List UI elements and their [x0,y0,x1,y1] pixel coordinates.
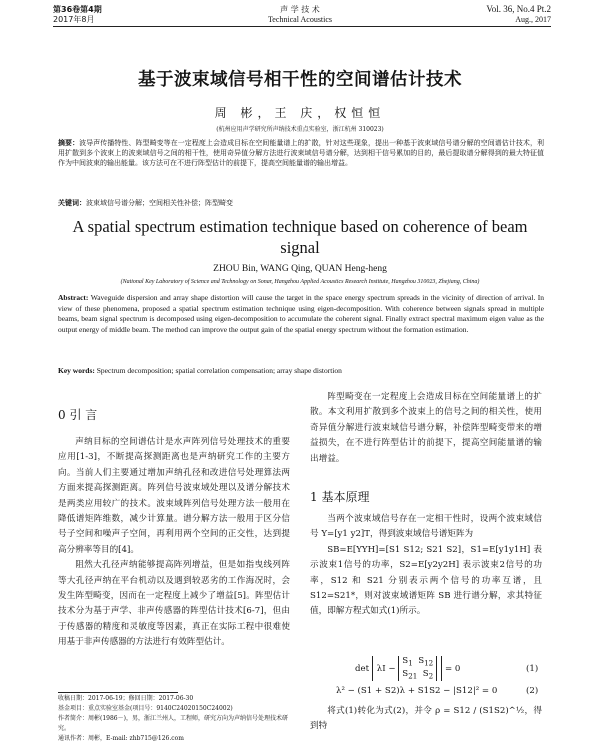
section-1-para-b: SB=E[YYH]=[S1 S12; S21 S2]，S1=E[y1y1H] 表示波束1信号的功率，S2=E[y2y2H] 表示波束2信号的功率，S12 和 S21 分别表示两个信号的功率互谱，且 S12=S21*，则对波束域谱矩阵 SB 进行谱分解，求其特征值，即解方程式如式(1)所示。 [310,544,542,617]
section-1-heading: 1 基本原理 [310,490,370,504]
affiliation-en: (National Key Laboratory of Science and Technology on Sonar, Hangzhou Applied Acoustics Research Institute, Hangzhou 310023, Zhejiang, China) [120,279,480,285]
section-0-body [58,435,290,651]
section-1-para-a: 当两个波束域信号存在一定相干性时，设两个波束域信号 Y=[y1 y2]T，得到波束域信号谱矩阵为 [310,514,542,540]
header-date-cn: 2017年8月 [53,15,95,24]
paper-title-en: A spatial spectrum estimation technique based on coherence of beam signal [72,217,528,257]
paper-title-cn: 基于波束域信号相干性的空间谱估计技术 [138,70,462,90]
footnote-author-bio: 作者简介：周彬(1986－)，男，浙江兰州人，工程师，研究方向为声纳信号处理技术研究。 [58,715,288,732]
equation-1-bracket: $\lambda I - S_1$ $S_{12}$ $S_{21}$ $S_2$ [372,656,442,681]
section-1-para-c: 将式(1)转化为式(2)，并令 ρ = S12 / (S1S2)^½，得到特 [310,706,542,732]
equation-2-number: (2) [526,686,539,696]
keywords-cn-text: 波束域信号谱分解；空间相关性补偿；阵型畸变 [86,199,233,207]
abstract-en-text: Waveguide dispersion and array shape distortion will cause the target in the space energy spectrum spreads in the vicinity of direction of arrival. In view of these phenomena, proposed a spatial spectrum estimation technique using eigen-decomposition. With coherence between signals spread in multiple beams, beam signal spectrum is decomposed using eigen-decomposition to accumulate the coherent signal. Finally extract spectral maximum eigen value as the output energy of middle beam. The method can improve the output gain of the spatial energy spectrum without the formation estimation. [58,293,544,334]
journal-name-en: Technical Acoustics [267,15,333,24]
equation-1-number: (1) [526,664,539,674]
equation-2: λ² − (S1 + S2)λ + S1S2 − |S12|² = 0 [336,686,498,696]
footnotes [58,694,294,744]
footnote-received: 收稿日期：2017-06-19；修回日期：2017-06-30 [58,695,194,702]
section-0-heading: 0 引 言 [58,408,98,422]
keywords-cn-label: 关键词： [58,198,86,207]
authors-cn: 周 彬，王 庆，权恒恒 [214,106,386,120]
keywords-en-label: Key words: [58,366,95,375]
keywords-en [58,366,544,377]
abstract-cn [58,138,544,168]
journal-name-cn: 声 学 技 术 [280,5,320,14]
abstract-cn-label: 摘要： [58,138,80,147]
abstract-en [58,293,544,335]
section-1-body [310,512,542,620]
equation-1: $\det \lambda I - S_1$ $S_{12}$ $S_{21}$ $S_2 = 0$ [355,656,461,681]
keywords-en-text: Spectrum decomposition; spatial correlation compensation; array shape distortion [96,366,342,375]
abstract-cn-text: 波导声传播特性、阵型畸变等在一定程度上会造成目标在空间能量谱上的扩散，针对这些现象，提出一种基于波束域信号谱分解的空间谱估计技术，利用扩散到多个波束上的波束域信号之间的相干性，使用奇异值分解方法进行波束域信号谱分解，达到相干信号累加的目的，最后提取谱分解得到的最大特征值作为中间波束的输出能量。该方法可在不进行阵型估计的前提下，提高空间能量谱的输出增益。 [58,139,545,167]
section-0-para-1: 声纳目标的空间谱估计是水声阵列信号处理技术的重要应用[1-3]，不断提高探测距离也是声纳研究工作的主要方向。当前人们主要通过增加声纳孔径和改进信号处理算法两方面来提高探测距离。阵列信号波束域处理以及谱分解技术是两类应用较广的技术。波束域阵列信号处理方法一般用在降低谱矩阵维数，减少计算量。谱分解方法一般用于区分信号子空间和噪声子空间，再利用两个空间的正交性，达到提高分辨率等目的[4]。 [58,437,290,555]
keywords-cn [58,198,544,208]
footnote-rule [58,692,178,693]
affiliation-cn: (杭州应用声学研究所声纳技术重点实验室，浙江杭州 310023) [216,126,384,133]
footnote-corresponding: 通讯作者：周彬，E-mail: zhb715@126.com [58,735,184,742]
intro-continued-para: 阵型畸变在一定程度上会造成目标在空间能量谱上的扩散。本文利用扩散到多个波束上的信号之间的相关性，使用奇异值分解进行波束域信号谱分解，补偿阵型畸变带来的增益损失，在不进行阵型估计的前提下，提高空间能量谱的输出增益。 [310,392,542,464]
footnote-fund: 基金项目：重点实验室基金(项目号：9140C24020150C24002) [58,705,233,712]
equation-1-matrix: $S_1$ $S_{12}$ $S_{21}$ $S_2$ [398,656,437,681]
header-issue-cn: 第36卷第4期 [53,5,102,14]
section-0-para-2: 阻然大孔径声纳能够提高阵列增益，但是如指曳线列阵等大孔径声纳在平台机动以及遇到较恶劣的工作海况时，会发生阵型畸变，因而在一定程度上减少了增益[5]。阵型估计技术分为基于声学、非声传感器的阵型估计技术[6-7]，但由于传感器的精度和灵敏度等因素，真正在实际工程中很难使用基于非声传感器的方法进行有效阵型估计。 [58,560,290,648]
section-1-body-cont [310,704,542,735]
equation-1-det: det [355,664,370,675]
header-rule [53,26,551,27]
header-date-en: Aug., 2017 [515,15,551,24]
abstract-en-label: Abstract: [58,293,89,302]
intro-continued [310,390,542,467]
authors-en: ZHOU Bin, WANG Qing, QUAN Heng-heng [213,264,387,274]
header-volume: Vol. 36, No.4 Pt.2 [486,4,551,14]
